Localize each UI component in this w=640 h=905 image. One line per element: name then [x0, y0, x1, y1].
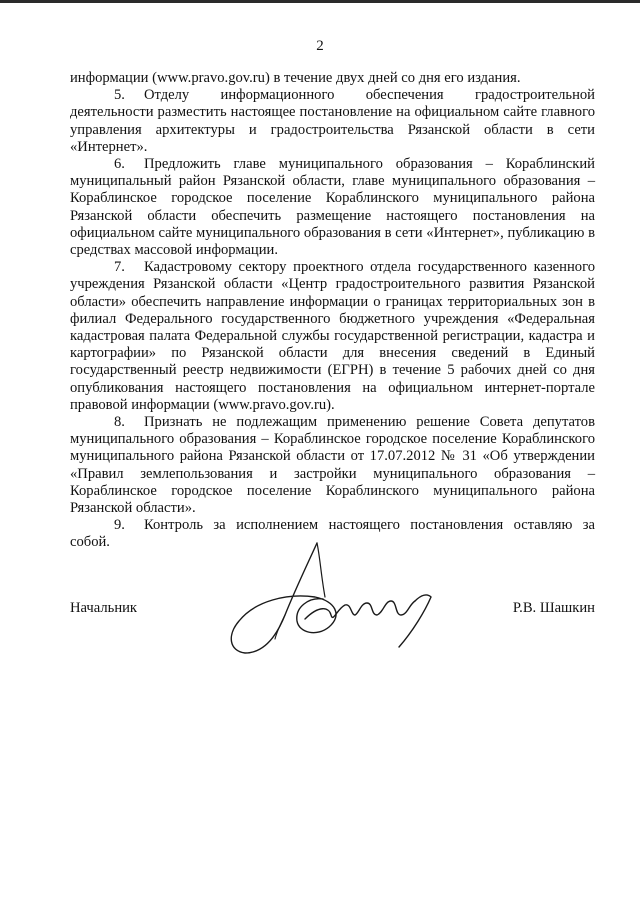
paragraph-text: Контроль за исполнением настоящего постановления оставляю за собой. — [70, 517, 595, 551]
scan-edge — [0, 0, 640, 3]
paragraph-continuation — [70, 70, 595, 87]
signatory-name: Р.В. Шашкин — [512, 600, 595, 616]
signature-block — [70, 598, 595, 658]
paragraph-item-7 — [70, 259, 595, 414]
item-number: 7. — [114, 259, 125, 276]
paragraph-text: информации (www.pravo.gov.ru) в течение двух дней со дня его издания. — [70, 70, 521, 86]
paragraph-item-8 — [70, 414, 595, 517]
signatory-position: Начальник — [70, 600, 138, 616]
paragraph-item-5 — [70, 87, 595, 156]
item-number: 6. — [114, 156, 125, 173]
paragraph-text: Признать не подлежащим применению решение Совета депутатов муниципального образования – Кораблинское городское поселение Кораблинского муниципального района Рязанской области от 17.07.2012 № 31 «Об утверждении «Правил землепользования и застройки муниципального образования – Кораблинское городское поселение Кораблинского муниципального района Рязанской области». — [70, 414, 595, 517]
item-number: 5. — [114, 87, 125, 104]
paragraph-text: Отделу информационного обеспечения градостроительной деятельности разместить настоящее постановление на официальном сайте главного управления архитектуры и градостроительства Рязанской области в сети «Интернет». — [70, 87, 595, 155]
paragraph-text: Кадастровому сектору проектного отдела государственного казенного учреждения Рязанской области «Центр градостроительного развития Рязанской области» обеспечить направление информации о границах территориальных зон в филиал Федерального государственного бюджетного учреждения «Федеральная кадастровая палата Федеральной службы государственной регистрации, кадастра и картографии» по Рязанской области для внесения сведений в Единый государственный реестр недвижимости (ЕГРН) в течение 5 рабочих дней со дня опубликования настоящего постановления на официальном интернет-портале правовой информации (www.pravo.gov.ru). — [70, 259, 595, 413]
document-body — [70, 70, 595, 552]
paragraph-text: Предложить главе муниципального образования – Кораблинский муниципальный район Рязанской области, главе муниципального образования – Кораблинское городское поселение Кораблинского муниципального района Рязанской области обеспечить размещение настоящего постановления на официальном сайте муниципального образования в сети «Интернет», публикацию в средствах массовой информации. — [70, 156, 595, 259]
paragraph-item-6 — [70, 156, 595, 259]
page-number: 2 — [316, 38, 324, 54]
item-number: 9. — [114, 517, 125, 534]
item-number: 8. — [114, 414, 125, 431]
